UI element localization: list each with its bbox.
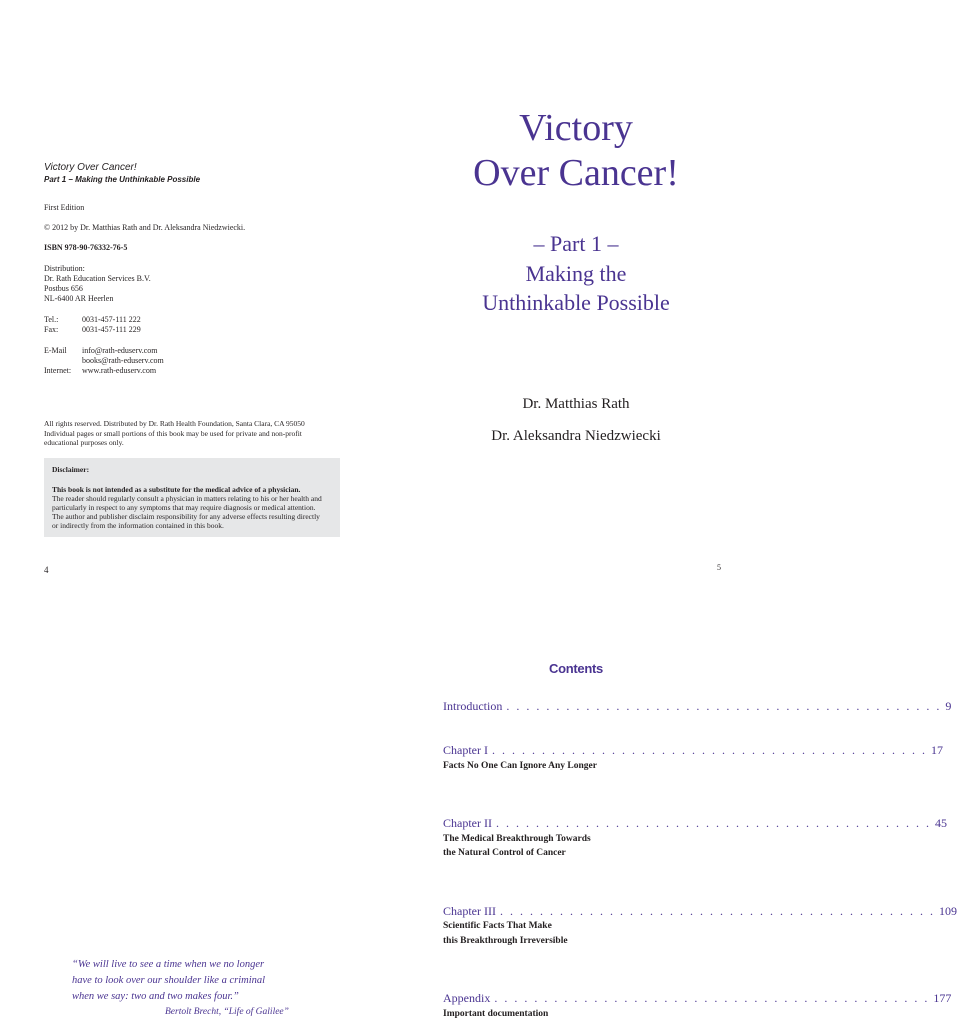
disclaimer-line: The author and publisher disclaim responsibility for any adverse effects resulting directly: [52, 512, 320, 521]
toc-subtitle: the Natural Control of Cancer: [443, 848, 566, 858]
distribution-line: Distribution:: [44, 264, 85, 273]
copyright: © 2012 by Dr. Matthias Rath and Dr. Aleksandra Niedzwiecki.: [44, 223, 246, 232]
toc-entry[interactable]: [443, 816, 947, 830]
email-label: E-Mail: [44, 346, 67, 355]
book-subtitle: Part 1 – Making the Unthinkable Possible: [44, 175, 201, 184]
rights-line: Individual pages or small portions of this book may be used for private and non-profit: [44, 428, 302, 438]
fax-value: 0031-457-111 229: [82, 325, 141, 334]
email-value: info@rath-eduserv.com: [82, 346, 158, 355]
page-number-left: 4: [44, 565, 49, 575]
disclaimer-heading: Disclaimer:: [52, 465, 90, 474]
quote-line: “We will live to see a time when we no longer: [72, 959, 265, 970]
toc-page: 9: [945, 699, 952, 713]
toc-label: Appendix: [443, 991, 491, 1005]
toc-page: 17: [930, 743, 943, 757]
fax-label: Fax:: [44, 325, 59, 334]
quote-source: Bertolt Brecht, “Life of Galilee”: [165, 1007, 289, 1017]
toc-leader: . . . . . . . . . . . . . . . . . . . . . . . . . . . . . . . . . . . . . . . . . . . .: [494, 991, 930, 1005]
toc-page: 109: [938, 904, 957, 918]
author-1: Dr. Matthias Rath: [522, 396, 630, 412]
internet-label: Internet:: [44, 366, 72, 375]
email-row: [44, 346, 158, 356]
email-row-2: [44, 356, 164, 366]
toc-entry[interactable]: [443, 904, 957, 918]
distribution-block: [44, 264, 151, 304]
toc-entry[interactable]: [443, 743, 943, 757]
toc-label: Chapter III: [443, 904, 496, 918]
toc-subtitle: Scientific Facts That Make: [443, 921, 552, 931]
rights-line: All rights reserved. Distributed by Dr. Rath Health Foundation, Santa Clara, CA 95050: [44, 419, 305, 428]
internet-value: www.rath-eduserv.com: [82, 366, 157, 375]
toc-leader: . . . . . . . . . . . . . . . . . . . . . . . . . . . . . . . . . . . . . . . . . . . .: [491, 743, 927, 757]
part-label: – Part 1 –: [533, 231, 619, 256]
disclaimer-line: This book is not intended as a substitute for the medical advice of a physician.: [52, 485, 301, 494]
tel-row: [44, 315, 141, 325]
quote-line: when we say: two and two makes four.”: [72, 991, 239, 1002]
toc-page: 45: [934, 816, 947, 830]
toc-leader: . . . . . . . . . . . . . . . . . . . . . . . . . . . . . . . . . . . . . . . . . . . .: [506, 699, 942, 713]
email-value: books@rath-eduserv.com: [82, 356, 164, 365]
distribution-line: Postbus 656: [44, 284, 83, 293]
subtitle-line-1: Making the: [525, 261, 627, 286]
isbn: ISBN 978-90-76332-76-5: [44, 243, 128, 252]
rights-notice: [44, 419, 344, 448]
toc-subtitle: The Medical Breakthrough Towards: [443, 834, 591, 844]
toc-entry[interactable]: [443, 699, 952, 713]
disclaimer-line: The reader should regularly consult a physician in matters relating to his or her health and: [52, 494, 322, 503]
disclaimer-line: particularly in respect to any symptoms that may require diagnosis or medical attention.: [52, 503, 316, 512]
tel-value: 0031-457-111 222: [82, 315, 141, 324]
toc-label: Chapter II: [443, 816, 492, 830]
title-line-2: Over Cancer!: [473, 152, 679, 194]
disclaimer-box: [44, 458, 340, 537]
author-2: Dr. Aleksandra Niedzwiecki: [491, 428, 661, 444]
internet-row: [44, 366, 156, 376]
toc-entry[interactable]: [443, 991, 952, 1005]
toc-label: Chapter I: [443, 743, 488, 757]
toc-subtitle: this Breakthrough Irreversible: [443, 936, 568, 946]
distribution-line: NL-6400 AR Heerlen: [44, 294, 114, 303]
page-number-right: 5: [717, 563, 721, 572]
tel-label: Tel.:: [44, 315, 59, 324]
quote-line: have to look over our shoulder like a criminal: [72, 975, 266, 986]
toc-page: 177: [933, 991, 952, 1005]
toc-leader: . . . . . . . . . . . . . . . . . . . . . . . . . . . . . . . . . . . . . . . . . . . .: [499, 904, 935, 918]
distribution-line: Dr. Rath Education Services B.V.: [44, 274, 151, 283]
toc-leader: . . . . . . . . . . . . . . . . . . . . . . . . . . . . . . . . . . . . . . . . . . . .: [495, 816, 931, 830]
rights-line: educational purposes only.: [44, 438, 124, 447]
disclaimer-line: or indirectly from the information contained in this book.: [52, 521, 224, 530]
subtitle-line-2: Unthinkable Possible: [482, 290, 670, 315]
fax-row: [44, 325, 141, 335]
toc-subtitle: Important documentation: [443, 1009, 549, 1019]
toc-label: Introduction: [443, 699, 503, 713]
toc-subtitle: Facts No One Can Ignore Any Longer: [443, 761, 597, 771]
edition: First Edition: [44, 203, 85, 212]
contents-heading: Contents: [549, 661, 603, 676]
title-line-1: Victory: [519, 107, 633, 149]
book-title: Victory Over Cancer!: [44, 162, 137, 173]
